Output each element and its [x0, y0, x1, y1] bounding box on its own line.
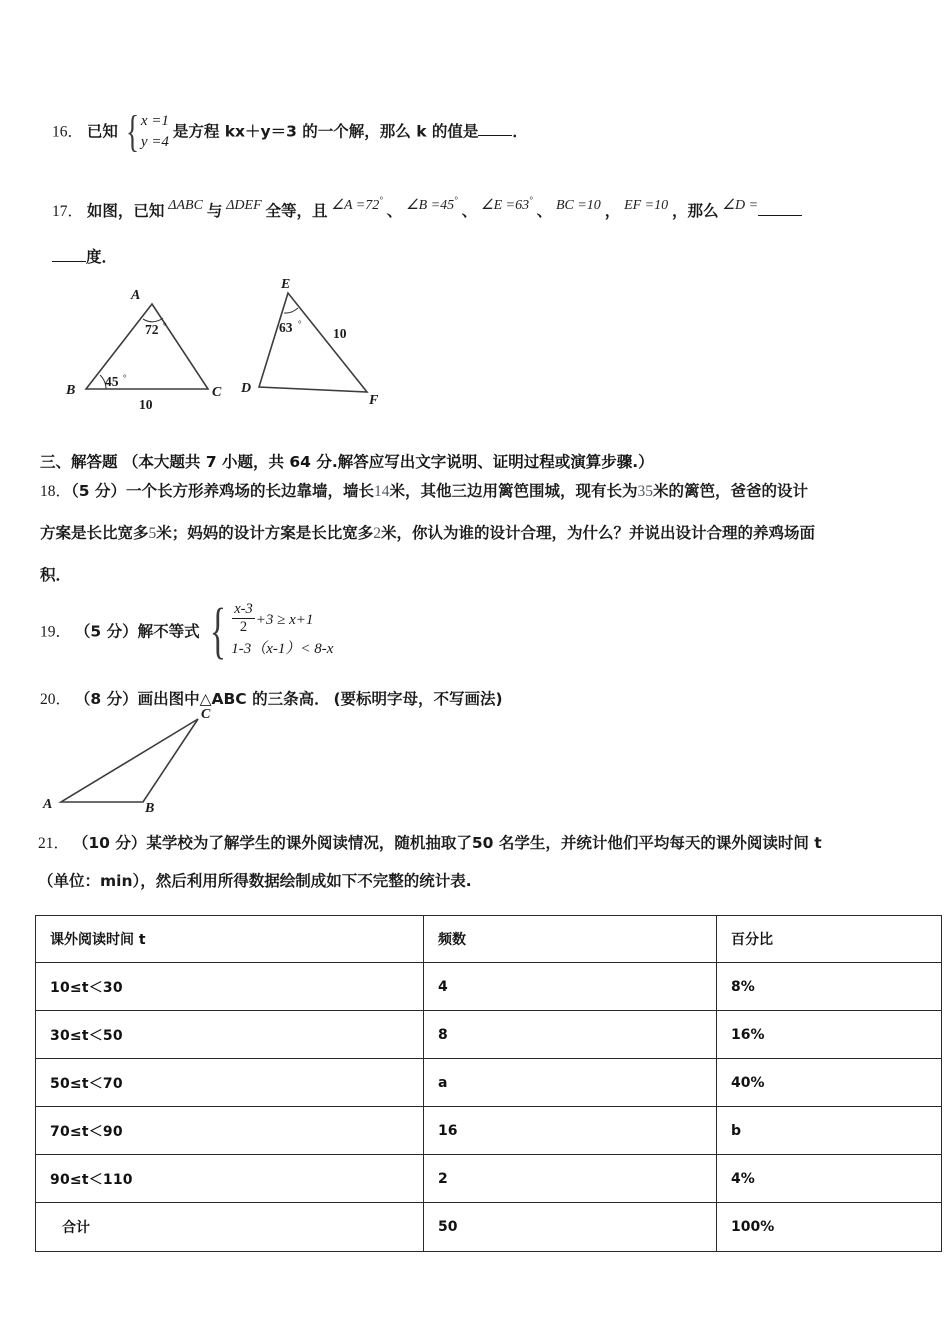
system-row-2: y =4 [140, 133, 169, 150]
section-3-detail: （本大题共 7 小题，共 64 分.解答应写出文字说明、证明过程或演算步骤.） [122, 453, 654, 471]
question-20-score: （8 分） [74, 690, 138, 708]
question-21-text-b: （单位：min），然后利用所得数据绘制成如下不完整的统计表. [38, 872, 472, 890]
table-row [36, 1155, 942, 1203]
inequality-1-rest: +3 ≥ x+1 [255, 612, 314, 629]
question-16-tail: 是方程 kx＋y＝3 的一个解，那么 k 的值是 [172, 122, 479, 141]
cell-frequency: 16 [424, 1107, 717, 1155]
question-16-number: 16． [52, 123, 84, 141]
table-row [36, 963, 942, 1011]
angle-value-e: 63 [279, 320, 293, 335]
cell-total-label: 合计 [36, 1203, 424, 1252]
triangle-abc-altitudes-svg [35, 705, 255, 817]
vertex-label-c: C [212, 385, 222, 400]
question-18-line-3 [40, 564, 71, 587]
fence-length: 35 [637, 483, 653, 500]
question-18-number: 18． [40, 483, 72, 500]
inequality-2: 1-3（x-1）< 8-x [231, 640, 334, 657]
question-21-line-1 [38, 832, 822, 855]
inequality-1 [231, 601, 333, 638]
question-17-line-1 [52, 194, 802, 223]
vertex-label-f: F [369, 393, 379, 408]
vertex-label-a: A [131, 288, 141, 303]
section-3-title: 三、解答题 [40, 453, 118, 471]
cell-frequency: 8 [424, 1011, 717, 1059]
column-header-percent: 百分比 [717, 916, 942, 963]
table-row [36, 1011, 942, 1059]
condition-angle-e: ∠E =63 [481, 198, 530, 213]
section-3-heading [40, 450, 654, 472]
brace-icon: { [125, 106, 139, 156]
question-17-answer-blank-2[interactable] [52, 248, 86, 262]
cell-range: 50≤t＜70 [36, 1059, 424, 1107]
congruent-triangles-svg [55, 272, 395, 420]
question-20-text-b: (要标明字母，不写画法) [333, 690, 503, 708]
question-18-line-2 [40, 522, 815, 545]
separator-4: ， [604, 202, 621, 220]
degree-sign-e: ° [529, 194, 533, 205]
condition-angle-a: ∠A =72 [331, 198, 380, 213]
angle-degree-a: ° [163, 321, 167, 331]
question-21-score: （10 分） [72, 834, 147, 852]
fraction [232, 602, 255, 636]
degree-sign-a: ° [379, 194, 383, 205]
question-18-text-b: 米，其他三边用篱笆围城，现有长为 [389, 482, 638, 500]
triangle-abc-symbol: ΔABC [168, 198, 203, 213]
angle-degree-b: ° [123, 373, 127, 383]
cell-percent: 16% [717, 1011, 942, 1059]
question-21-line-2 [38, 870, 472, 893]
question-19-lead: 解不等式 [137, 622, 200, 641]
question-17-mid-2: 全等，且 [265, 202, 328, 220]
question-17-line-2 [52, 246, 117, 269]
side-value-ef: 10 [333, 326, 347, 341]
table-header-row [36, 916, 942, 963]
cell-percent: b [717, 1107, 942, 1155]
separator-3: 、 [536, 202, 553, 220]
table-row [36, 1059, 942, 1107]
condition-side-ef: EF =10 [624, 198, 669, 213]
question-19-system [203, 597, 334, 666]
dad-difference: 5 [148, 525, 157, 542]
column-header-frequency: 频数 [424, 916, 717, 963]
fraction-numerator: x-3 [234, 601, 253, 617]
angle-degree-e: ° [298, 319, 302, 329]
condition-angle-b: ∠B =45 [406, 198, 455, 213]
cell-frequency: 2 [424, 1155, 717, 1203]
vertex-label-d: D [241, 381, 252, 396]
cell-frequency: 4 [424, 963, 717, 1011]
angle-value-a: 72 [145, 322, 159, 337]
question-18-text-a: 一个长方形养鸡场的长边靠墙，墙长 [125, 482, 374, 500]
table-row [36, 1107, 942, 1155]
column-header-range: 课外阅读时间 t [36, 916, 424, 963]
question-16-answer-blank[interactable] [478, 122, 512, 136]
question-16 [52, 106, 528, 156]
question-20-figure [35, 705, 255, 822]
vertex-label-a: A [43, 797, 53, 812]
cell-total-frequency: 50 [424, 1203, 717, 1252]
triangle-def [240, 277, 379, 408]
separator-2: 、 [461, 202, 478, 220]
fraction-denominator: 2 [232, 618, 255, 636]
question-19 [40, 597, 334, 666]
vertex-label-e: E [281, 277, 291, 292]
system-row-1: x =1 [140, 113, 169, 129]
angle-arc-e [284, 308, 298, 313]
brace-icon: { [210, 597, 227, 666]
question-16-system [122, 106, 169, 156]
triangle-abc [65, 288, 222, 412]
degree-sign-b: ° [454, 194, 458, 205]
question-20-number: 20． [40, 691, 72, 708]
cell-range: 10≤t＜30 [36, 963, 424, 1011]
question-19-number: 19． [40, 623, 72, 641]
question-17-unit: 度． [86, 248, 118, 266]
triangle-def-symbol: ΔDEF [226, 198, 262, 213]
side-value-bc: 10 [139, 397, 153, 412]
question-18-text-d: 方案是长比宽多 [40, 524, 149, 542]
question-21-text-a: 某学校为了解学生的课外阅读情况，随机抽取了50 名学生，并统计他们平均每天的课外阅读时间 t [146, 834, 822, 852]
triangle-outline [61, 719, 198, 802]
cell-percent: 4% [717, 1155, 942, 1203]
question-17-lead: 如图，已知 [86, 202, 165, 220]
question-17-answer-blank-1[interactable] [758, 202, 802, 216]
cell-range: 70≤t＜90 [36, 1107, 424, 1155]
cell-range: 30≤t＜50 [36, 1011, 424, 1059]
vertex-label-c: C [201, 707, 211, 722]
mom-difference: 2 [373, 525, 382, 542]
question-18-text-c: 米的篱笆，爸爸的设计 [652, 482, 808, 500]
question-21-number: 21． [38, 835, 70, 852]
question-17-number: 17． [52, 203, 84, 220]
reading-time-statistics-table [35, 915, 942, 1252]
question-19-score: （5 分） [74, 622, 138, 641]
cell-total-percent: 100% [717, 1203, 942, 1252]
table-total-row [36, 1203, 942, 1252]
question-18-text-g: 积． [40, 566, 72, 584]
cell-range: 90≤t＜110 [36, 1155, 424, 1203]
question-17-figure [55, 272, 395, 425]
cell-percent: 8% [717, 963, 942, 1011]
question-17-tail: ，那么 [672, 202, 719, 220]
question-18-line-1 [40, 480, 808, 503]
question-18-text-f: 米，你认为谁的设计合理，为什么？并说出设计合理的养鸡场面 [381, 524, 816, 542]
cell-frequency: a [424, 1059, 717, 1107]
vertex-label-b: B [145, 801, 155, 816]
question-16-period: ． [512, 122, 528, 141]
cell-percent: 40% [717, 1059, 942, 1107]
question-18-text-e: 米；妈妈的设计方案是长比宽多 [156, 524, 374, 542]
triangle-def-outline [259, 293, 367, 392]
vertex-label-b: B [66, 383, 76, 398]
angle-value-b: 45 [105, 374, 119, 389]
separator-1: 、 [386, 202, 403, 220]
condition-side-bc: BC =10 [555, 198, 601, 213]
question-17-target: ∠D = [722, 198, 759, 213]
question-18-score: （5 分） [71, 482, 126, 500]
question-20-text-a: 画出图中△ABC 的三条高． [137, 690, 330, 708]
question-17-mid-1: 与 [206, 202, 223, 220]
question-16-lead: 已知 [86, 122, 118, 141]
wall-length: 14 [373, 483, 390, 500]
